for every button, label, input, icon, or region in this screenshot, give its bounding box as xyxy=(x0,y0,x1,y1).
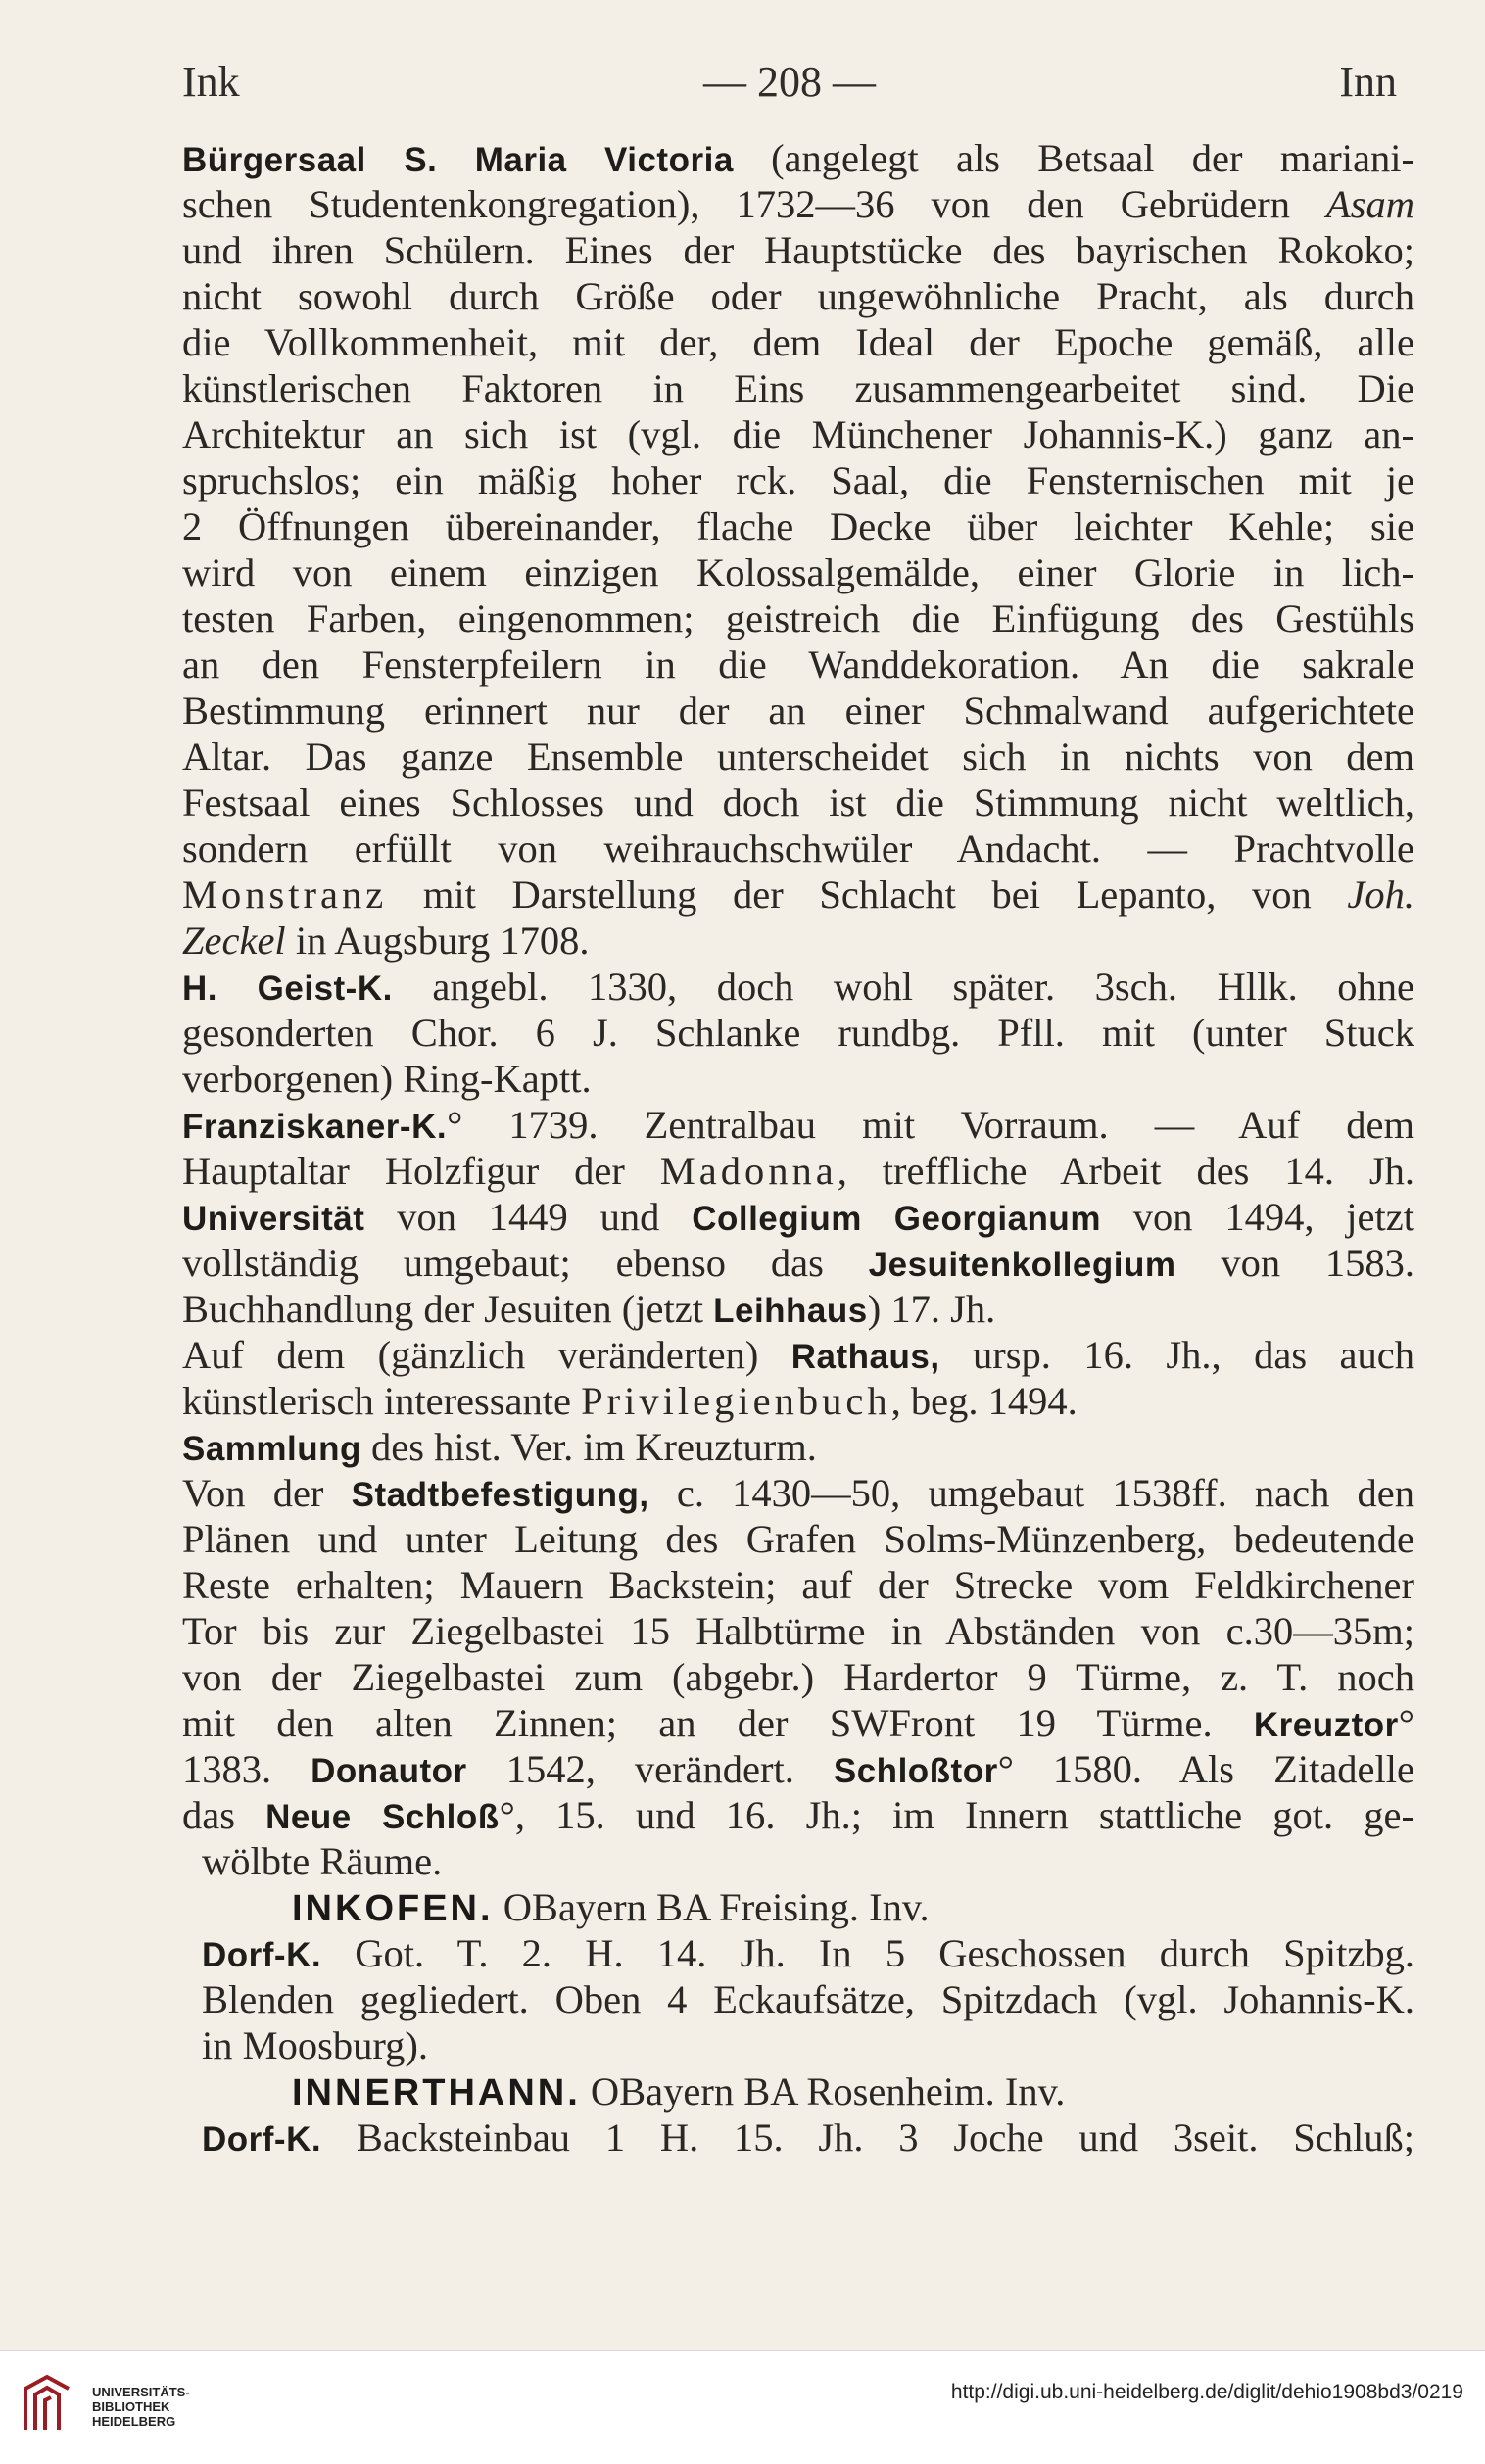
text-run: gesonderten Chor. 6 J. Schlanke rundbg. Pfll. mit (unter Stuck xyxy=(182,1011,1414,1055)
text-run: Reste erhalten; Mauern Backstein; auf der Strecke vom Feldkirchener xyxy=(182,1563,1414,1607)
text-run: Joh. xyxy=(1347,873,1414,917)
library-name-line: UNIVERSITÄTS- xyxy=(92,2385,190,2399)
text-run: Asam xyxy=(1326,182,1414,226)
library-name-line: BIBLIOTHEK xyxy=(92,2399,170,2414)
text-line xyxy=(182,181,1414,227)
text-line xyxy=(182,687,1414,734)
text-line xyxy=(182,1976,1414,2022)
text-run: OBayern BA Freising. Inv. xyxy=(493,1885,930,1929)
text-line xyxy=(182,595,1414,641)
text-run: c. 1430—50, umgebaut 1538ff. nach den xyxy=(648,1471,1414,1515)
text-run: ) 17. Jh. xyxy=(867,1287,996,1331)
entry-keyword: Sammlung xyxy=(182,1430,361,1468)
text-run: °, 15. und 16. Jh.; im Innern stattliche got. ge- xyxy=(499,1793,1414,1837)
header-left-keyword: Ink xyxy=(182,58,240,106)
text-line xyxy=(182,1884,1414,1930)
text-line xyxy=(182,780,1414,826)
entry-keyword: Kreuztor xyxy=(1253,1706,1399,1744)
text-run: ° 1739. Zentralbau mit Vorraum. — Auf dem xyxy=(447,1103,1414,1147)
text-run: 1542, verändert. xyxy=(466,1747,834,1791)
running-header xyxy=(182,57,1397,116)
entry-keyword: Universität xyxy=(182,1200,365,1238)
text-run: Privilegienbuch xyxy=(581,1379,891,1423)
library-footer xyxy=(0,2350,1485,2464)
text-line xyxy=(182,1930,1414,1976)
text-line xyxy=(182,1378,1414,1424)
entry-keyword: Stadtbefestigung, xyxy=(351,1476,649,1514)
text-run: in Moosburg). xyxy=(202,2023,429,2067)
text-line xyxy=(182,1194,1414,1240)
text-run: Monstranz xyxy=(182,873,388,917)
entry-keyword: Jesuitenkollegium xyxy=(868,1246,1176,1284)
text-run: Tor bis zur Ziegelbastei 15 Halbtürme in Abständen von c.30—35m; xyxy=(182,1609,1414,1653)
text-run: von 1449 und xyxy=(364,1195,693,1239)
text-run: ursp. 16. Jh., das auch xyxy=(939,1333,1415,1377)
text-run: Buchhandlung der Jesuiten (jetzt xyxy=(182,1287,714,1331)
entry-keyword: Schloßtor xyxy=(833,1752,998,1790)
text-line xyxy=(182,2068,1414,2114)
text-run: das xyxy=(182,1793,266,1837)
text-line xyxy=(182,1010,1414,1056)
text-line xyxy=(182,964,1414,1010)
text-run: 1383. xyxy=(182,1747,311,1791)
text-run: wölbte Räume. xyxy=(202,1839,443,1883)
text-line xyxy=(182,503,1414,549)
text-run: sondern erfüllt von weihrauchschwüler Andacht. — Prachtvolle xyxy=(182,827,1414,871)
text-line xyxy=(182,1240,1414,1286)
text-run: Hauptaltar Holzfigur der xyxy=(182,1149,660,1193)
page-number: — 208 — xyxy=(703,58,876,106)
text-line xyxy=(182,1148,1414,1194)
entry-keyword: Franziskaner-K. xyxy=(182,1108,448,1146)
text-line xyxy=(182,1102,1414,1148)
text-run: angebl. 1330, doch wohl später. 3sch. Hllk. ohne xyxy=(392,965,1414,1009)
text-run: Auf dem (gänzlich veränderten) xyxy=(182,1333,791,1377)
text-line xyxy=(182,1516,1414,1562)
text-line xyxy=(182,2114,1414,2160)
text-run: Got. T. 2. H. 14. Jh. In 5 Geschossen durch Spitzbg. xyxy=(321,1931,1414,1975)
text-run: mit den alten Zinnen; an der SWFront 19 Türme. xyxy=(182,1701,1254,1745)
text-line xyxy=(182,734,1414,780)
text-run: , beg. 1494. xyxy=(890,1379,1078,1423)
text-run: (angelegt als Betsaal der mariani- xyxy=(733,136,1414,180)
text-run: Zeckel xyxy=(182,919,286,963)
text-line xyxy=(182,457,1414,503)
entry-keyword: Leihhaus xyxy=(713,1292,868,1330)
text-run: in Augsburg 1708. xyxy=(285,919,590,963)
digitization-url[interactable]: http://digi.ub.uni-heidelberg.de/diglit/dehio1908bd3/0219 xyxy=(950,2381,1463,2403)
entry-keyword: Donautor xyxy=(311,1752,467,1790)
text-line xyxy=(182,872,1414,918)
text-run: die Vollkommenheit, mit der, dem Ideal der Epoche gemäß, alle xyxy=(182,320,1414,364)
text-line xyxy=(182,1056,1414,1102)
text-run: ° xyxy=(1398,1701,1414,1745)
text-run: an den Fensterpfeilern in die Wanddekoration. An die sakrale xyxy=(182,642,1414,687)
text-run: Architektur an sich ist (vgl. die Münchener Johannis-K.) ganz an- xyxy=(182,412,1414,456)
text-run: Von der xyxy=(182,1471,352,1515)
text-line xyxy=(182,1562,1414,1608)
text-line xyxy=(182,1470,1414,1516)
text-line xyxy=(182,1654,1414,1700)
text-line xyxy=(182,1424,1414,1470)
text-line xyxy=(182,1792,1414,1838)
library-name xyxy=(92,2385,190,2429)
text-run: nicht sowohl durch Größe oder ungewöhnliche Pracht, als durch xyxy=(182,274,1414,318)
text-line xyxy=(182,1332,1414,1378)
header-right-keyword: Inn xyxy=(1339,58,1397,106)
entry-keyword: Collegium Georgianum xyxy=(692,1200,1101,1238)
text-line xyxy=(182,1286,1414,1332)
entry-keyword: H. Geist-K. xyxy=(182,970,393,1008)
text-run: und ihren Schülern. Eines der Hauptstücke des bayrischen Rokoko; xyxy=(182,228,1414,272)
text-run: künstlerisch interessante xyxy=(182,1379,582,1423)
text-run: verborgenen) Ring-Kaptt. xyxy=(182,1057,592,1101)
text-run: testen Farben, eingenommen; geistreich die Einfügung des Gestühls xyxy=(182,596,1414,640)
text-line xyxy=(182,918,1414,964)
entry-keyword: Rathaus, xyxy=(790,1338,940,1376)
text-run: Madonna xyxy=(659,1149,838,1193)
text-run: mit Darstellung der Schlacht bei Lepanto, von xyxy=(387,873,1348,917)
text-line xyxy=(182,1746,1414,1792)
entry-keyword: Dorf-K. xyxy=(202,1936,322,1974)
text-line xyxy=(182,1608,1414,1654)
text-line xyxy=(182,227,1414,273)
body-text xyxy=(182,135,1414,2160)
text-run: Altar. Das ganze Ensemble unterscheidet sich in nichts von dem xyxy=(182,734,1414,779)
entry-keyword: Bürgersaal S. Maria Victoria xyxy=(182,141,734,179)
text-run: Backsteinbau 1 H. 15. Jh. 3 Joche und 3seit. Schluß; xyxy=(321,2115,1414,2159)
text-run: Bestimmung erinnert nur der an einer Schmalwand aufgerichtete xyxy=(182,688,1414,733)
text-run: von der Ziegelbastei zum (abgebr.) Hardertor 9 Türme, z. T. noch xyxy=(182,1655,1414,1699)
text-run: Festsaal eines Schlosses und doch ist die Stimmung nicht weltlich, xyxy=(182,781,1414,825)
text-run: OBayern BA Rosenheim. Inv. xyxy=(580,2069,1066,2113)
entry-keyword: Neue Schloß xyxy=(265,1798,500,1836)
text-line xyxy=(182,411,1414,457)
text-run: künstlerischen Faktoren in Eins zusammengearbeitet sind. Die xyxy=(182,366,1414,410)
text-line xyxy=(182,1838,1414,1884)
text-line xyxy=(182,1700,1414,1746)
text-run: ° 1580. Als Zitadelle xyxy=(997,1747,1415,1791)
text-line xyxy=(182,2022,1414,2068)
library-name-line: HEIDELBERG xyxy=(92,2414,176,2429)
text-line xyxy=(182,273,1414,319)
text-line xyxy=(182,365,1414,411)
text-run: vollständig umgebaut; ebenso das xyxy=(182,1241,869,1285)
text-run: von 1494, jetzt xyxy=(1100,1195,1414,1239)
text-line xyxy=(182,641,1414,687)
text-run: von 1583. xyxy=(1175,1241,1415,1285)
text-run: spruchslos; ein mäßig hoher rck. Saal, die Fensternischen mit je xyxy=(182,458,1414,502)
place-heading: INNERTHANN. xyxy=(292,2072,581,2113)
text-run: des hist. Ver. im Kreuzturm. xyxy=(360,1425,817,1469)
text-run: Blenden gegliedert. Oben 4 Eckaufsätze, Spitzdach (vgl. Johannis-K. xyxy=(202,1977,1414,2021)
ub-heidelberg-logo-icon xyxy=(18,2369,86,2438)
text-run: 2 Öffnungen übereinander, flache Decke über leichter Kehle; sie xyxy=(182,504,1414,548)
text-line xyxy=(182,549,1414,595)
text-line xyxy=(182,135,1414,181)
place-heading: INKOFEN. xyxy=(292,1888,494,1929)
text-line xyxy=(182,826,1414,872)
entry-keyword: Dorf-K. xyxy=(202,2120,322,2158)
text-run: Plänen und unter Leitung des Grafen Solms-Münzenberg, bedeutende xyxy=(182,1517,1414,1561)
text-line xyxy=(182,319,1414,365)
text-run: schen Studentenkongregation), 1732—36 von den Gebrüdern xyxy=(182,182,1326,226)
text-run: , treffliche Arbeit des 14. Jh. xyxy=(837,1149,1414,1193)
text-run: wird von einem einzigen Kolossalgemälde, einer Glorie in lich- xyxy=(182,550,1414,594)
